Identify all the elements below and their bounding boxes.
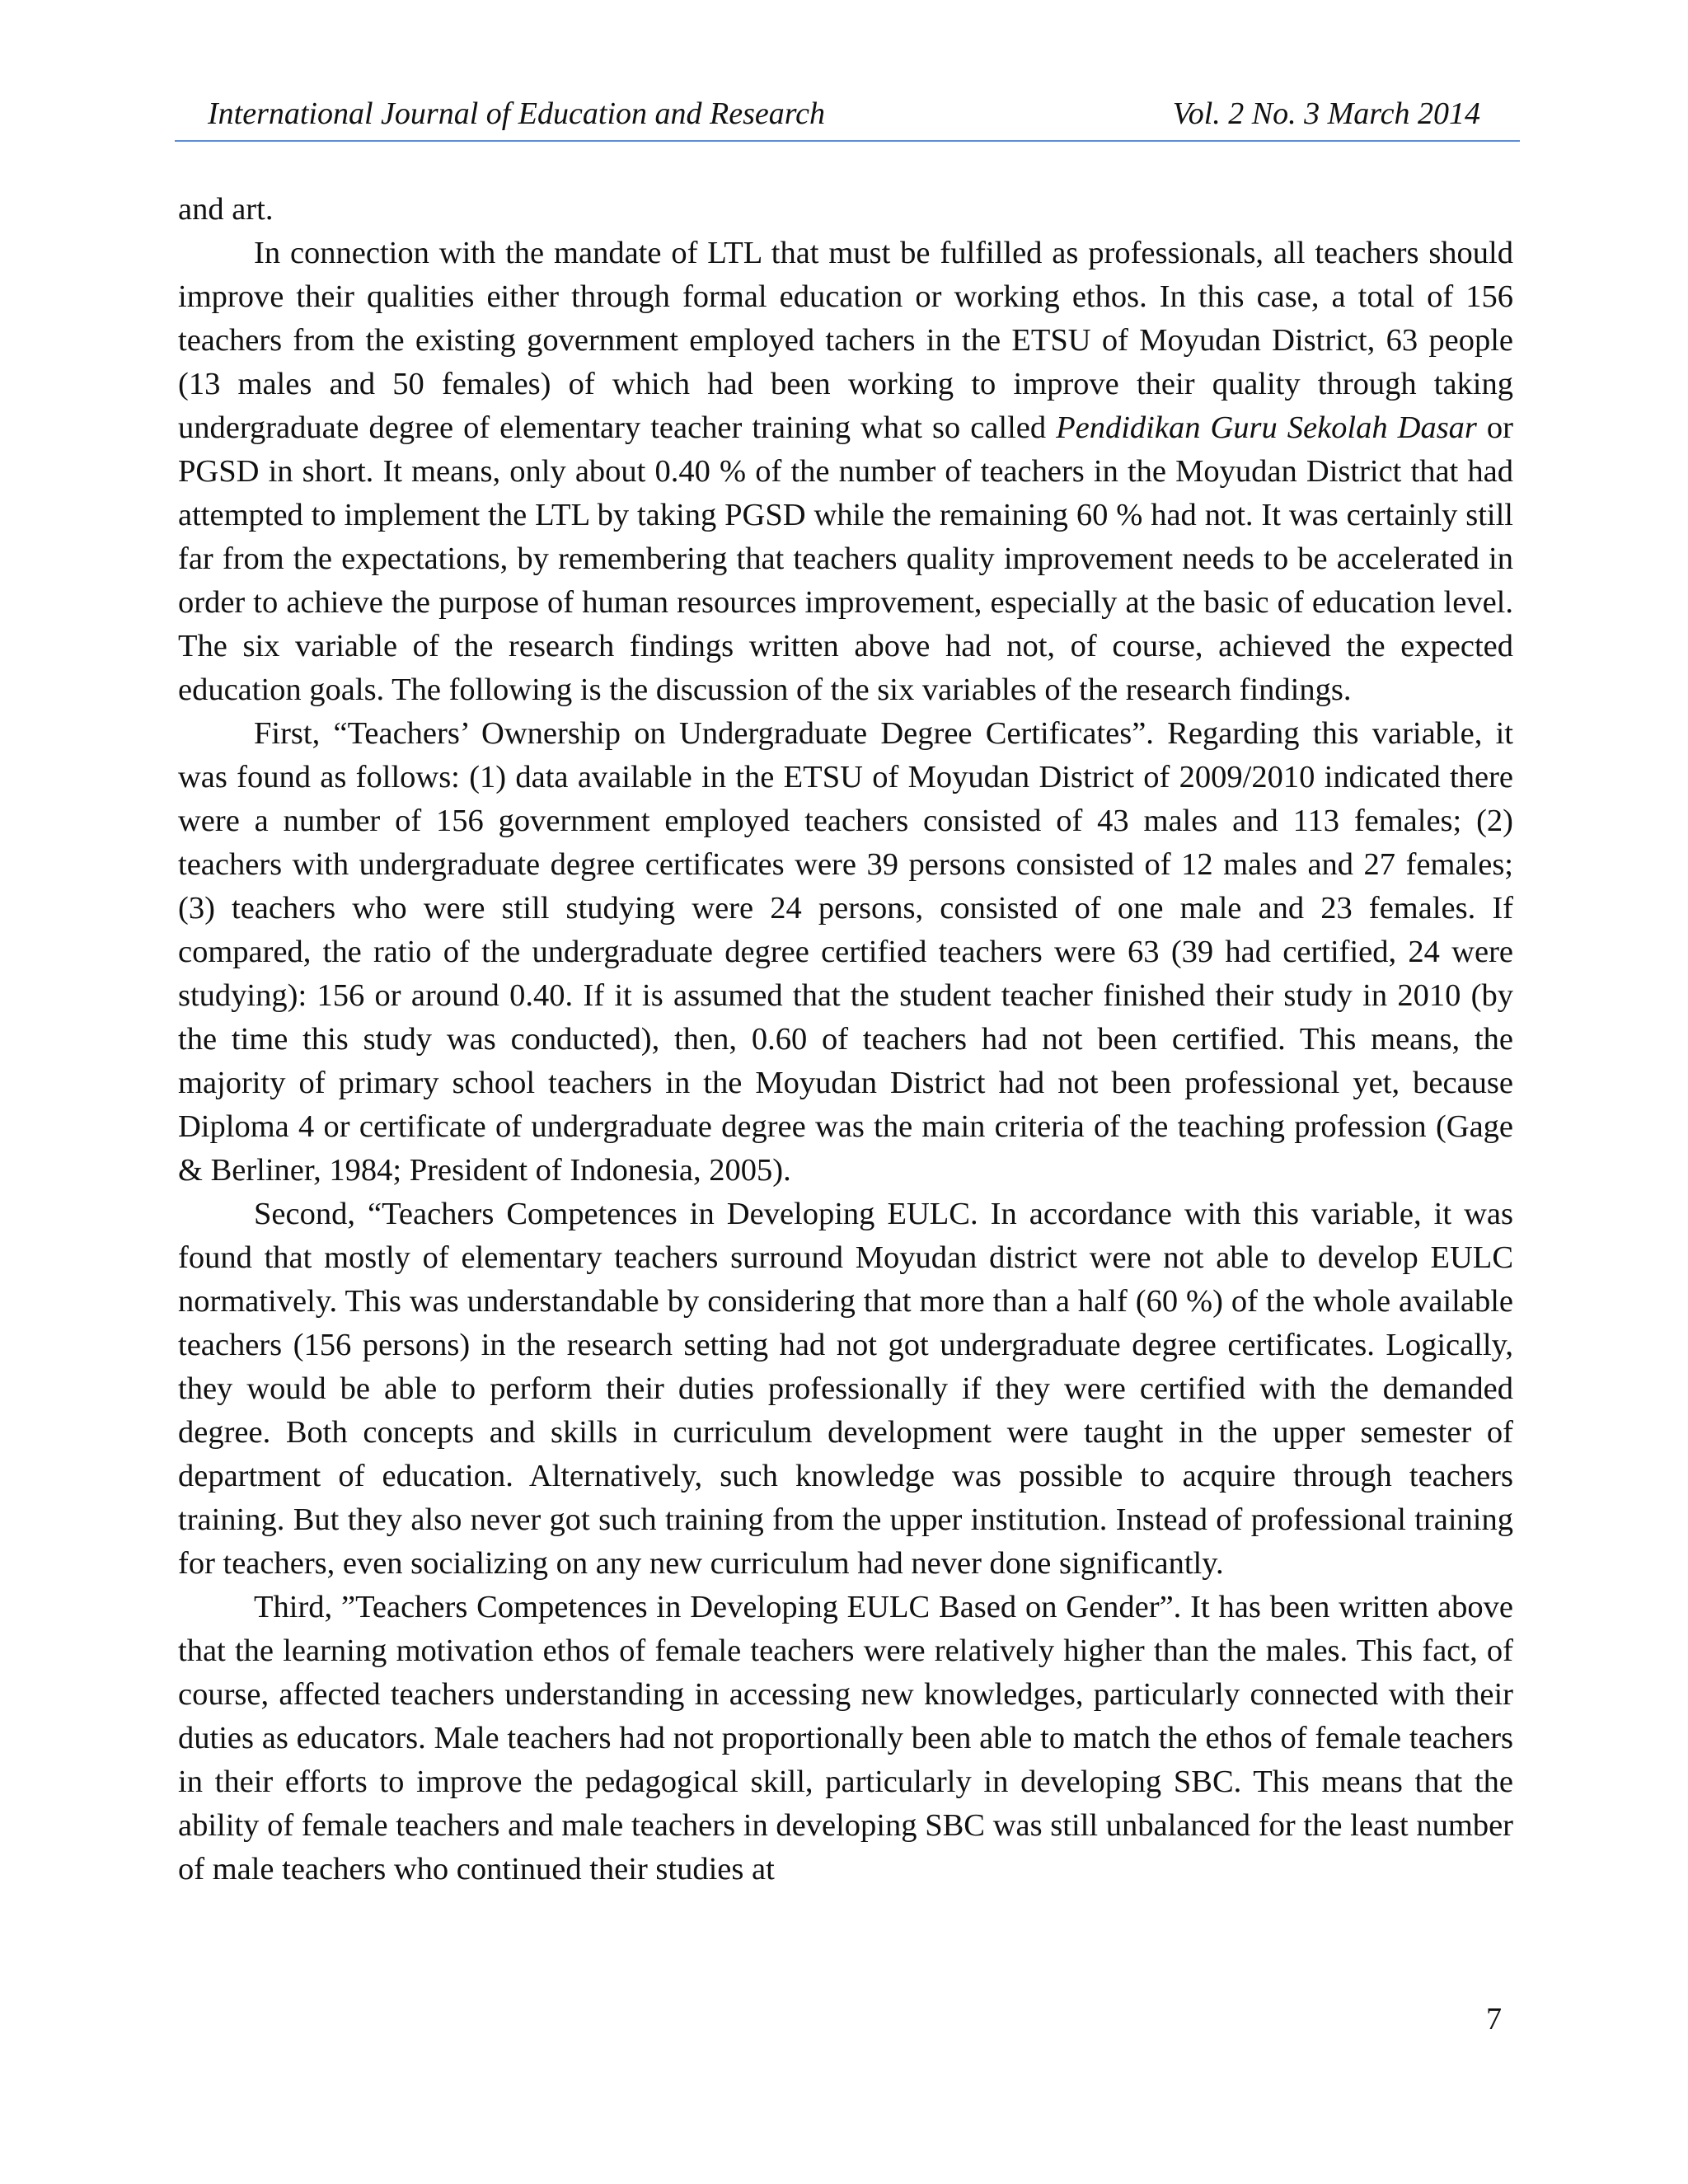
italic-term: Pendidikan Guru Sekolah Dasar — [1056, 410, 1477, 445]
page-number: 7 — [1486, 2002, 1502, 2036]
paragraph-continuation: and art. — [178, 192, 274, 227]
paragraph-ltl-mandate — [178, 232, 1513, 712]
paragraph-text: In connection with the mandate of LTL that must be fulfilled as professionals, all teachers should improve their qualities either through formal education or working ethos. In this case, a total of 156 teachers from the existing government employed tachers in the ETSU of Moyudan District, 63 people (13 males and 50 females) of which had been working to improve their quality through taking undergraduate degree of elementary teacher training what so called — [178, 236, 1513, 445]
journal-title: International Journal of Education and Research — [208, 96, 825, 131]
body-text — [178, 188, 1513, 1891]
running-header — [175, 89, 1520, 147]
paragraph-text: or PGSD in short. It means, only about 0.40 % of the number of teachers in the Moyudan District that had attempted to implement the LTL by taking PGSD while the remaining 60 % had not. It was certainly still far from the expectations, by remembering that teachers quality improvement needs to be accelerated in order to achieve the purpose of human resources improvement, especially at the basic of education level. The six variable of the research findings written above had not, of course, achieved the expected education goals. The following is the discussion of the six variables of the research findings. — [178, 410, 1513, 707]
header-divider — [175, 140, 1520, 142]
paragraph-second-variable: Second, “Teachers Competences in Developing EULC. In accordance with this variable, it was found that mostly of elementary teachers surround Moyudan district were not able to develop EULC normatively. This was understandable by considering that more than a half (60 %) of the whole available teachers (156 persons) in the research setting had not got undergraduate degree certificates. Logically, they would be able to perform their duties professionally if they were certified with the demanded degree. Both concepts and skills in curriculum development were taught in the upper semester of department of education. Alternatively, such knowledge was possible to acquire through teachers training. But they also never got such training from the upper institution. Instead of professional training for teachers, even socializing on any new curriculum had never done significantly. — [178, 1197, 1513, 1581]
paragraph-third-variable: Third, ”Teachers Competences in Developing EULC Based on Gender”. It has been written above that the learning motivation ethos of female teachers were relatively higher than the males. This fact, of course, affected teachers understanding in accessing new knowledges, particularly connected with their duties as educators. Male teachers had not proportionally been able to match the ethos of female teachers in their efforts to improve the pedagogical skill, particularly in developing SBC. This means that the ability of female teachers and male teachers in developing SBC was still unbalanced for the least number of male teachers who continued their studies at — [178, 1590, 1513, 1886]
paragraph-first-variable: First, “Teachers’ Ownership on Undergraduate Degree Certificates”. Regarding this variable, it was found as follows: (1) data available in the ETSU of Moyudan District of 2009/2010 indicated there were a number of 156 government employed teachers consisted of 43 males and 113 females; (2) teachers with undergraduate degree certificates were 39 persons consisted of 12 males and 27 females; (3) teachers who were still studying were 24 persons, consisted of one male and 23 females. If compared, the ratio of the undergraduate degree certified teachers were 63 (39 had certified, 24 were studying): 156 or around 0.40. If it is assumed that the student teacher finished their study in 2010 (by the time this study was conducted), then, 0.60 of teachers had not been certified. This means, the majority of primary school teachers in the Moyudan District had not been professional yet, because Diploma 4 or certificate of undergraduate degree was the main criteria of the teaching profession (Gage & Berliner, 1984; President of Indonesia, 2005). — [178, 716, 1513, 1188]
issue-info: Vol. 2 No. 3 March 2014 — [1172, 96, 1480, 131]
